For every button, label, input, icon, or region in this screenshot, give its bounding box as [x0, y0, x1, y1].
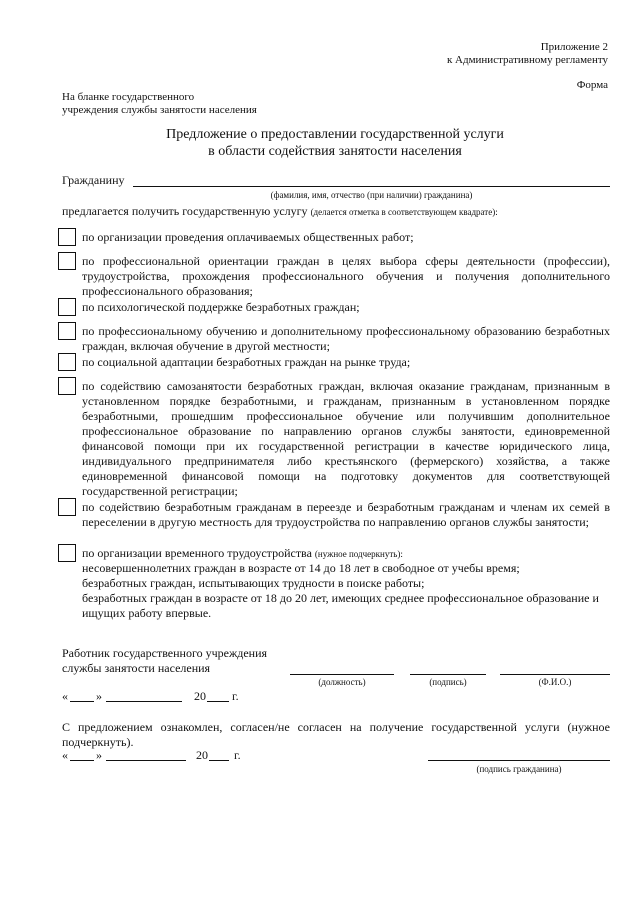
- date2-open-quote: «: [62, 748, 68, 762]
- option-public-works: по организации проведения оплачиваемых общественных работ;: [82, 230, 414, 244]
- worker-position-line[interactable]: [290, 674, 394, 675]
- worker-line2: службы занятости населения: [62, 661, 211, 675]
- date1-year-line[interactable]: [207, 701, 229, 702]
- date1-year-suffix: г.: [232, 689, 239, 703]
- citizen-caption: (фамилия, имя, отчество (при наличии) гражданина): [270, 190, 473, 200]
- option-temporary-employment-text: по организации временного трудоустройства: [82, 546, 312, 560]
- temp-employment-item-minors[interactable]: несовершеннолетних граждан в возрасте от 14 до 18 лет в свободное от учебы время;: [82, 561, 520, 575]
- date1-day-line[interactable]: [70, 701, 94, 702]
- worker-name-caption: (Ф.И.О.): [538, 677, 572, 687]
- option-psychological-support: по психологической поддержке безработных граждан;: [82, 300, 360, 314]
- page-subtitle: в области содействия занятости населения: [208, 144, 462, 159]
- checkbox-social-adaptation[interactable]: [58, 353, 76, 371]
- option-temporary-employment-note: (нужное подчеркнуть):: [314, 549, 403, 559]
- option-relocation: по содействию безработным гражданам в переезде и безработным гражданам и членам их семей в переселении в другую местность для трудоустройства по направлению органов службы занятости;: [82, 500, 610, 529]
- header-regulation: к Административному регламенту: [446, 54, 608, 66]
- date1-close-quote: »: [96, 689, 102, 703]
- acquaintance-statement: С предложением ознакомлен, согласен/не согласен на получение государственной услуги (нужное подчеркнуть).: [62, 720, 610, 749]
- citizen-label: Гражданину: [62, 173, 125, 187]
- letterhead-line1: На бланке государственного: [62, 91, 195, 103]
- header-appendix: Приложение 2: [540, 41, 608, 53]
- temp-employment-item-difficulties[interactable]: безработных граждан, испытывающих трудности в поиске работы;: [82, 576, 425, 590]
- checkbox-self-employment[interactable]: [58, 377, 76, 395]
- citizen-signature-caption: (подпись гражданина): [476, 764, 562, 774]
- checkbox-psychological-support[interactable]: [58, 298, 76, 316]
- option-career-guidance: по профессиональной ориентации граждан в целях выбора сферы деятельности (профессии), трудоустройства, прохождения профессионального обучения и получения дополнительного профессионального образования;: [82, 254, 610, 298]
- header-form: Форма: [576, 79, 608, 91]
- option-social-adaptation: по социальной адаптации безработных граждан на рынке труда;: [82, 355, 411, 369]
- checkbox-relocation[interactable]: [58, 498, 76, 516]
- checkbox-temporary-employment[interactable]: [58, 544, 76, 562]
- worker-signature-line[interactable]: [410, 674, 486, 675]
- worker-name-line[interactable]: [500, 674, 610, 675]
- date2-year-line[interactable]: [209, 760, 229, 761]
- intro-note: (делается отметка в соответствующем квадрате):: [310, 207, 498, 217]
- date1-year-prefix: 20: [194, 689, 206, 703]
- checkbox-career-guidance[interactable]: [58, 252, 76, 270]
- intro-line: [62, 204, 610, 220]
- date2-year-prefix: 20: [196, 748, 208, 762]
- option-vocational-training: по профессиональному обучению и дополнительному профессиональному образованию безработных граждан, включая обучение в другой местности;: [82, 324, 610, 353]
- checkbox-vocational-training[interactable]: [58, 322, 76, 340]
- citizen-name-line[interactable]: [133, 186, 610, 187]
- date2-year-suffix: г.: [234, 748, 241, 762]
- date2-day-line[interactable]: [70, 760, 94, 761]
- option-self-employment: по содействию самозанятости безработных граждан, включая оказание гражданам, признанным в установленном порядке безработными, и гражданам, признанным в установленном порядке безработными, прошедшим профессиональное обучение или получившим дополнительное профессиональное образование по направлению органов службы занятости, единовременной финансовой помощи при их государственной регистрации в качестве юридического лица, индивидуального предпринимателя либо крестьянского (фермерского) хозяйства, а также единовременной финансовой помощи на подготовку документов для соответствующей государственной регистрации;: [82, 379, 610, 498]
- date1-open-quote: «: [62, 689, 68, 703]
- date1-month-line[interactable]: [106, 701, 182, 702]
- date2-close-quote: »: [96, 748, 102, 762]
- citizen-signature-line[interactable]: [428, 760, 610, 761]
- worker-position-caption: (должность): [318, 677, 366, 687]
- letterhead-line2: учреждения службы занятости населения: [62, 104, 257, 116]
- intro-text: предлагается получить государственную услугу: [62, 204, 308, 218]
- date2-month-line[interactable]: [106, 760, 186, 761]
- worker-signature-caption: (подпись): [429, 677, 467, 687]
- page-title: Предложение о предоставлении государственной услуги: [166, 127, 504, 142]
- option-temporary-employment: [82, 546, 610, 562]
- checkbox-public-works[interactable]: [58, 228, 76, 246]
- temp-employment-item-graduates[interactable]: безработных граждан в возрасте от 18 до 20 лет, имеющих среднее профессиональное образование и ищущих работу впервые.: [82, 591, 599, 620]
- worker-line1: Работник государственного учреждения: [62, 646, 268, 660]
